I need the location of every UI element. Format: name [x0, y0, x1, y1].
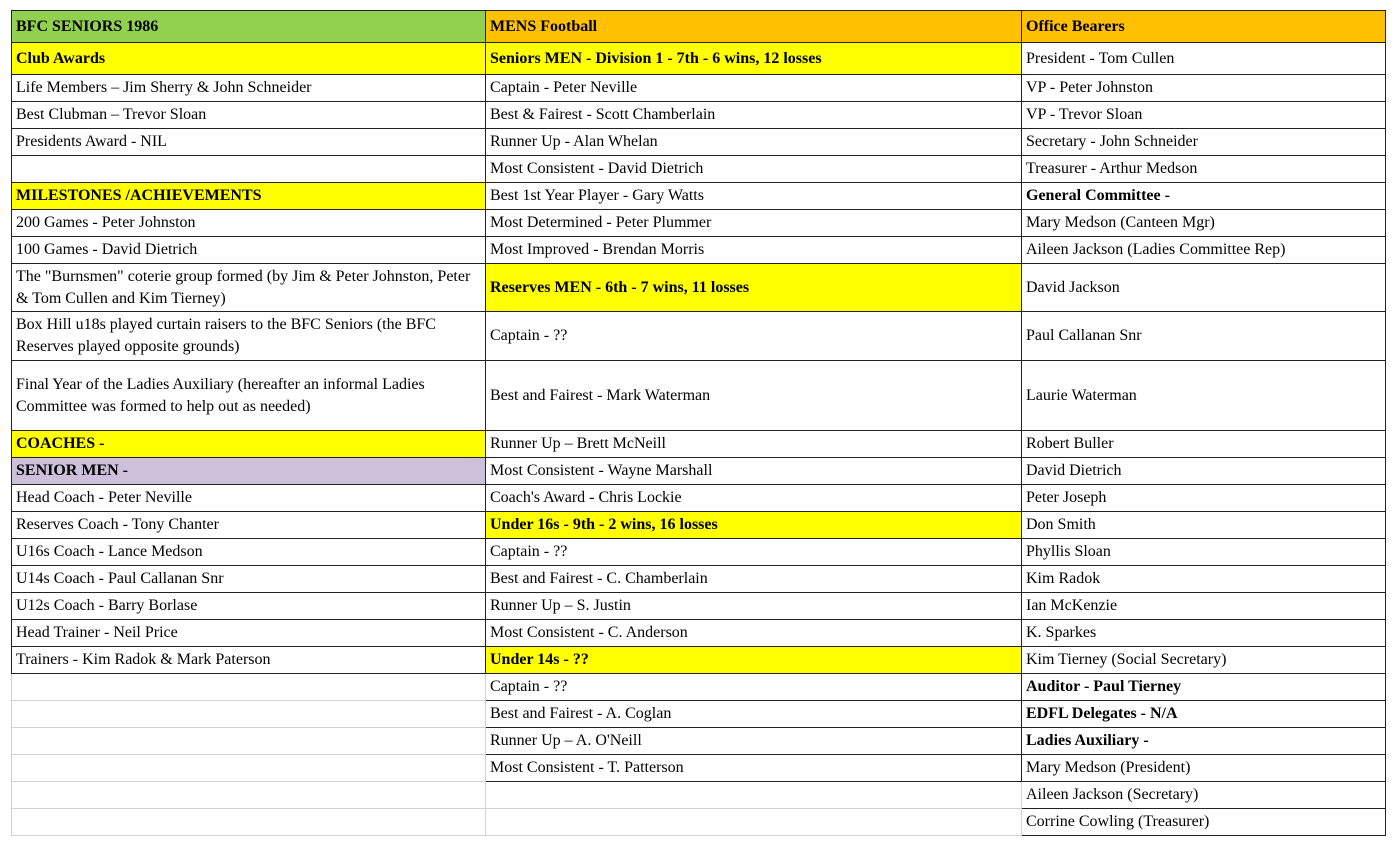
cell[interactable]: Presidents Award - NIL	[12, 129, 486, 156]
cell[interactable]: Peter Joseph	[1022, 485, 1386, 512]
table-row	[12, 512, 1386, 539]
cell[interactable]: Corrine Cowling (Treasurer)	[1022, 809, 1386, 836]
cell[interactable]: 100 Games - David Dietrich	[12, 237, 486, 264]
empty-cell[interactable]	[12, 782, 486, 809]
cell[interactable]: Final Year of the Ladies Auxiliary (hereafter an informal Ladies Committee was formed to help out as needed)	[12, 361, 486, 431]
cell[interactable]: Aileen Jackson (Ladies Committee Rep)	[1022, 237, 1386, 264]
cell[interactable]: VP - Trevor Sloan	[1022, 102, 1386, 129]
cell[interactable]: Most Consistent - David Dietrich	[486, 156, 1022, 183]
table-row	[12, 156, 1386, 183]
cell[interactable]: Most Improved - Brendan Morris	[486, 237, 1022, 264]
cell[interactable]: Kim Tierney (Social Secretary)	[1022, 647, 1386, 674]
table-row	[12, 264, 1386, 312]
cell[interactable]: Don Smith	[1022, 512, 1386, 539]
section-edfl-delegates[interactable]: EDFL Delegates - N/A	[1022, 701, 1386, 728]
cell[interactable]: Best & Fairest - Scott Chamberlain	[486, 102, 1022, 129]
cell[interactable]: Life Members – Jim Sherry & John Schneider	[12, 75, 486, 102]
table-row	[12, 312, 1386, 361]
table-row	[12, 183, 1386, 210]
cell[interactable]: Most Consistent - C. Anderson	[486, 620, 1022, 647]
table-row	[12, 647, 1386, 674]
cell[interactable]: Runner Up – S. Justin	[486, 593, 1022, 620]
cell[interactable]: Reserves Coach - Tony Chanter	[12, 512, 486, 539]
section-under-16s[interactable]: Under 16s - 9th - 2 wins, 16 losses	[486, 512, 1022, 539]
table-row	[12, 237, 1386, 264]
section-coaches[interactable]: COACHES -	[12, 431, 486, 458]
cell[interactable]: Phyllis Sloan	[1022, 539, 1386, 566]
table-row	[12, 728, 1386, 755]
empty-cell[interactable]	[486, 782, 1022, 809]
table-row	[12, 593, 1386, 620]
cell[interactable]: U14s Coach - Paul Callanan Snr	[12, 566, 486, 593]
table-row	[12, 75, 1386, 102]
section-under-14s[interactable]: Under 14s - ??	[486, 647, 1022, 674]
header-cell-seniors[interactable]: BFC SENIORS 1986	[12, 11, 486, 43]
table-row	[12, 129, 1386, 156]
table-row	[12, 701, 1386, 728]
table-row	[12, 458, 1386, 485]
table-row	[12, 485, 1386, 512]
section-ladies-auxiliary[interactable]: Ladies Auxiliary -	[1022, 728, 1386, 755]
section-auditor[interactable]: Auditor - Paul Tierney	[1022, 674, 1386, 701]
header-cell-office-bearers[interactable]: Office Bearers	[1022, 11, 1386, 43]
cell[interactable]: Paul Callanan Snr	[1022, 312, 1386, 361]
header-row	[12, 11, 1386, 43]
cell[interactable]: Most Consistent - Wayne Marshall	[486, 458, 1022, 485]
header-cell-mens-football[interactable]: MENS Football	[486, 11, 1022, 43]
spreadsheet-table	[11, 10, 1386, 836]
cell[interactable]: VP - Peter Johnston	[1022, 75, 1386, 102]
table-row	[12, 539, 1386, 566]
table-row	[12, 431, 1386, 458]
cell[interactable]: Runner Up - Alan Whelan	[486, 129, 1022, 156]
cell[interactable]: The "Burnsmen" coterie group formed (by Jim & Peter Johnston, Peter & Tom Cullen and Kim Tierney)	[12, 264, 486, 312]
table-row	[12, 755, 1386, 782]
empty-cell[interactable]	[12, 156, 486, 183]
table-row	[12, 809, 1386, 836]
cell[interactable]: Best and Fairest - A. Coglan	[486, 701, 1022, 728]
cell[interactable]: K. Sparkes	[1022, 620, 1386, 647]
cell[interactable]: Captain - ??	[486, 312, 1022, 361]
table-row	[12, 210, 1386, 237]
cell[interactable]: Best and Fairest - C. Chamberlain	[486, 566, 1022, 593]
cell[interactable]: Captain - ??	[486, 674, 1022, 701]
cell[interactable]: Secretary - John Schneider	[1022, 129, 1386, 156]
cell[interactable]: Coach's Award - Chris Lockie	[486, 485, 1022, 512]
empty-cell[interactable]	[12, 701, 486, 728]
empty-cell[interactable]	[12, 728, 486, 755]
cell[interactable]: U12s Coach - Barry Borlase	[12, 593, 486, 620]
empty-cell[interactable]	[12, 809, 486, 836]
cell[interactable]: Trainers - Kim Radok & Mark Paterson	[12, 647, 486, 674]
cell[interactable]: David Dietrich	[1022, 458, 1386, 485]
cell[interactable]: Aileen Jackson (Secretary)	[1022, 782, 1386, 809]
table-row	[12, 361, 1386, 431]
section-seniors-men[interactable]: Seniors MEN - Division 1 - 7th - 6 wins, 12 losses	[486, 43, 1022, 75]
table-row	[12, 566, 1386, 593]
cell[interactable]: David Jackson	[1022, 264, 1386, 312]
cell[interactable]: Runner Up – A. O'Neill	[486, 728, 1022, 755]
cell[interactable]: Robert Buller	[1022, 431, 1386, 458]
section-milestones[interactable]: MILESTONES /ACHIEVEMENTS	[12, 183, 486, 210]
cell[interactable]: Best and Fairest - Mark Waterman	[486, 361, 1022, 431]
empty-cell[interactable]	[12, 674, 486, 701]
section-general-committee[interactable]: General Committee -	[1022, 183, 1386, 210]
cell[interactable]: Kim Radok	[1022, 566, 1386, 593]
cell[interactable]: Most Determined - Peter Plummer	[486, 210, 1022, 237]
table-row	[12, 620, 1386, 647]
section-senior-men[interactable]: SENIOR MEN -	[12, 458, 486, 485]
cell[interactable]: Runner Up – Brett McNeill	[486, 431, 1022, 458]
cell[interactable]: Laurie Waterman	[1022, 361, 1386, 431]
cell[interactable]: Best Clubman – Trevor Sloan	[12, 102, 486, 129]
table-row	[12, 102, 1386, 129]
section-reserves-men[interactable]: Reserves MEN - 6th - 7 wins, 11 losses	[486, 264, 1022, 312]
cell[interactable]: Best 1st Year Player - Gary Watts	[486, 183, 1022, 210]
cell[interactable]: Box Hill u18s played curtain raisers to the BFC Seniors (the BFC Reserves played opposite grounds)	[12, 312, 486, 361]
empty-cell[interactable]	[486, 809, 1022, 836]
cell[interactable]: Treasurer - Arthur Medson	[1022, 156, 1386, 183]
cell[interactable]: Head Coach - Peter Neville	[12, 485, 486, 512]
cell[interactable]: Most Consistent - T. Patterson	[486, 755, 1022, 782]
table-row	[12, 674, 1386, 701]
cell[interactable]: U16s Coach - Lance Medson	[12, 539, 486, 566]
cell[interactable]: Captain - ??	[486, 539, 1022, 566]
cell[interactable]: Head Trainer - Neil Price	[12, 620, 486, 647]
cell[interactable]: Captain - Peter Neville	[486, 75, 1022, 102]
cell[interactable]: President - Tom Cullen	[1022, 43, 1386, 75]
table-row	[12, 782, 1386, 809]
cell[interactable]: Mary Medson (Canteen Mgr)	[1022, 210, 1386, 237]
empty-cell[interactable]	[12, 755, 486, 782]
cell[interactable]: 200 Games - Peter Johnston	[12, 210, 486, 237]
cell[interactable]: Mary Medson (President)	[1022, 755, 1386, 782]
cell[interactable]: Ian McKenzie	[1022, 593, 1386, 620]
section-club-awards[interactable]: Club Awards	[12, 43, 486, 75]
table-row	[12, 43, 1386, 75]
